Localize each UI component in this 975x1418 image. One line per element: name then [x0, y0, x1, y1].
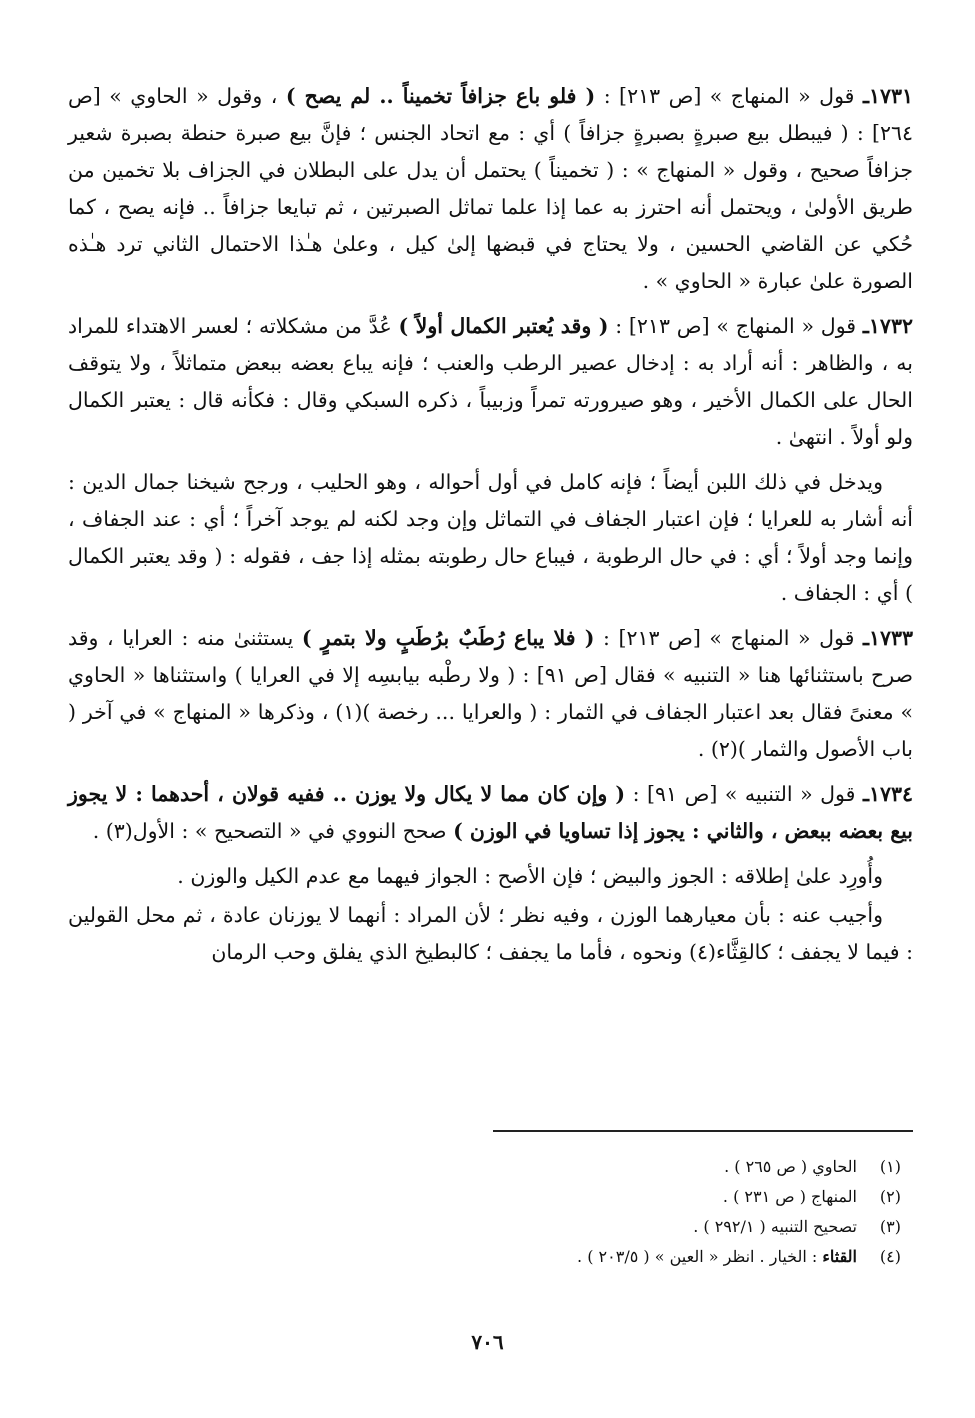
footnote-term: القثاء [822, 1247, 857, 1266]
entry-text: ويدخل في ذلك اللبن أيضاً ؛ فإنه كامل في أول أحواله ، وهو الحليب ، ورجح شيخنا جمال الدين : أنه أشار به للعرايا ؛ فإن اعتبار الجفاف في التماثل وإن وجد لكنه لم يوجد آخراً ؛ أي : عند الجفاف ، وإنما وجد أولاً ؛ أي : في حال الرطوبة ، فيباع حال رطوبته بمثله إذا جف ، فقوله : ( وقد يعتبر الكمال ) أي : الجفاف . [68, 470, 913, 605]
entry-text: عُدَّ من مشكلاته ؛ لعسر الاهتداء للمراد به ، والظاهر : أنه أراد به : إدخال عصير الرطب والعنب ؛ فإنه يباع بعضه ببعض متماثلاً ، ولا يتوقف الحال على الكمال الأخير ، وهو صيرورته تمراً وزبيباً ، ذكره السبكي وقال : فكأنه قال : يعتبر الكمال ولو أولاً . انتهىٰ . [68, 314, 913, 449]
footnote-number: (٢) [879, 1187, 901, 1206]
entry-intro: قول « التنبيه » [ص ٩١] : [625, 782, 856, 806]
footnote-text: الحاوي ( ص ٢٦٥ ) . [724, 1157, 857, 1176]
footnote-number: (٣) [879, 1217, 901, 1236]
footnote-text: تصحيح التنبيه ( ٢٩٢/١ ) . [693, 1217, 857, 1236]
entry-number: ١٧٣١ـ [862, 84, 913, 108]
footnote-1 [281, 1152, 901, 1182]
entry-intro: قول « المنهاج » [ص ٢١٣] : [608, 314, 857, 338]
footnote-number: (١) [879, 1157, 901, 1176]
paragraph-answer [68, 897, 913, 971]
paragraph-objection [68, 858, 913, 895]
entry-intro: قول « المنهاج » [ص ٢١٣] : [594, 626, 855, 650]
quoted-text: ( فلا يباع رُطَبٌ برُطَبٍ ولا بتمرٍ ) [301, 626, 595, 650]
entry-number: ١٧٣٢ـ [862, 314, 913, 338]
footnote-2 [281, 1182, 901, 1212]
footnotes [281, 1152, 901, 1272]
paragraph-1733 [68, 620, 913, 768]
paragraph-1731 [68, 78, 913, 300]
footnote-definition: : الخيار . انظر « العين » ( ٢٠٣/٥ ) . [577, 1247, 823, 1266]
entry-intro: قول « المنهاج » [ص ٢١٣] : [595, 84, 855, 108]
page-body [68, 78, 913, 971]
entry-text: وأجيب عنه : بأن معيارهما الوزن ، وفيه نظر ؛ لأن المراد : أنهما لا يوزنان عادة ، ثم محل القولين : فيما لا يجفف ؛ كالقِثَّاء(٤) ونحوه ، فأما ما يجفف ؛ كالبطيخ الذي يفلق وحب الرمان [68, 903, 913, 964]
quoted-text: ( وإن كان مما لا يكال ولا يوزن .. ففيه قولان ، أحدهما : لا يجوز بيع بعضه ببعض ، والثاني : يجوز إذا تساويا في الوزن ) [68, 782, 913, 843]
paragraph-1732 [68, 308, 913, 456]
entry-text: يستثنىٰ منه : العرايا ، وقد صرح باستثنائها هنا « التنبيه » فقال [ص ٩١] : ( ولا رطْبه بيابسِه إلا في العرايا ) واستثناها « الحاوي » معنىً فقال بعد اعتبار الجفاف في الثمار : ( والعرايا ... رخصة )(١) ، وذكرها « المنهاج » في آخر ( باب الأصول والثمار )(٢) . [68, 626, 913, 761]
paragraph-1734 [68, 776, 913, 850]
page-number: ٧٠٦ [471, 1330, 504, 1354]
entry-text: وأُورِد علىٰ إطلاقه : الجوز والبيض ؛ فإن الأصح : الجواز فيهما مع عدم الكيل والوزن . [177, 864, 883, 888]
footnote-text [577, 1242, 857, 1272]
entry-text: ، وقول « الحاوي » [ص ٢٦٤] : ( فيبطل بيع صبرةٍ بصبرةٍ جزافاً ) أي : مع اتحاد الجنس ؛ فإنَّ بيع صبرة حنطة بصبرة شعير جزافاً صحيح ، وقول « المنهاج » : ( تخميناً ) يحتمل أن يدل على البطلان في الجزاف بلا تخمين من طريق الأولىٰ ، ويحتمل أنه احترز به عما إذا علما تماثل الصبرتين ، ثم تبايعا جزافاً .. فإنه يصح ، كما حُكي عن القاضي الحسين ، ولا يحتاج في قبضها إلىٰ كيل ، وعلىٰ هـٰذا الاحتمال الثاني ترد هـٰذه الصورة علىٰ عبارة « الحاوي » . [68, 84, 913, 293]
quoted-text: ( فلو باع جزافاً تخميناً .. لم يصح ) [285, 84, 596, 108]
entry-number: ١٧٣٤ـ [862, 782, 913, 806]
entry-text: صحح النووي في « التصحيح » : الأول(٣) . [92, 819, 447, 843]
footnote-3 [281, 1212, 901, 1242]
entry-number: ١٧٣٣ـ [862, 626, 913, 650]
quoted-text: ( وقد يُعتبر الكمال أولاً ) [398, 314, 609, 338]
footnote-divider [493, 1130, 913, 1132]
footnote-text: المنهاج ( ص ٢٣١ ) . [722, 1187, 857, 1206]
footnote-number: (٤) [879, 1247, 901, 1266]
paragraph-1732-continuation [68, 464, 913, 612]
footnote-4 [281, 1242, 901, 1272]
